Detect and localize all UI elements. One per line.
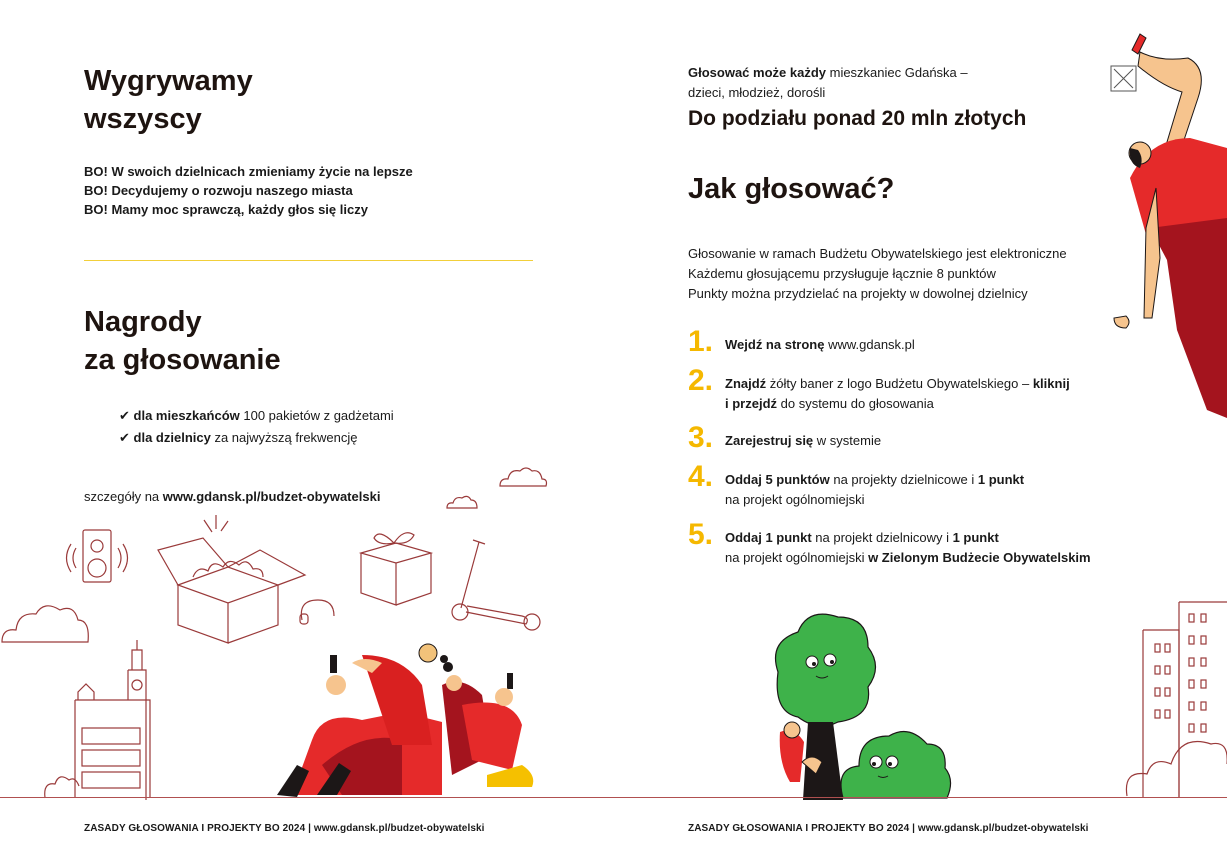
info-line: Każdemu głosującemu przysługuje łącznie 8 punktów xyxy=(688,266,996,281)
intro-bold: Głosować może każdy xyxy=(688,65,826,80)
bo-slogan: BO! Decydujemy o rozwoju naszego miasta xyxy=(84,183,353,198)
prize-rest: 100 pakietów z gadżetami xyxy=(239,408,394,423)
how-title: Jak głosować? xyxy=(688,173,895,205)
check-icon: ✔ xyxy=(119,430,130,445)
section-divider xyxy=(84,260,533,261)
intro-line2: dzieci, młodzież, dorośli xyxy=(688,85,826,100)
details-prefix: szczegóły na xyxy=(84,489,163,504)
step-number: 1. xyxy=(688,325,714,358)
step-text: www.gdansk.pl xyxy=(824,337,915,352)
ground-line xyxy=(0,797,1227,798)
bo-slogan: BO! W swoich dzielnicach zmieniamy życie na lepsze xyxy=(84,164,413,179)
step-bold-2: 1 punkt xyxy=(952,530,999,545)
step-bold-line2: i przejdź xyxy=(725,396,778,411)
prizes-list xyxy=(119,405,394,449)
details-link[interactable]: www.gdansk.pl/budzet-obywatelski xyxy=(162,489,381,504)
prizes-title xyxy=(84,303,281,379)
bo-slogans xyxy=(84,162,413,219)
step-bold: Oddaj 5 punktów xyxy=(725,472,830,487)
step-number: 3. xyxy=(688,421,714,454)
footer-left: ZASADY GŁOSOWANIA I PROJEKTY BO 2024 | www.gdansk.pl/budzet-obywatelski xyxy=(84,823,485,834)
open-box-icon xyxy=(148,515,308,645)
apartment-building-icon xyxy=(1125,600,1227,798)
bo-slogan: BO! Mamy moc sprawczą, każdy głos się liczy xyxy=(84,202,368,217)
step-bold-line2: w Zielonym Budżecie Obywatelskim xyxy=(868,550,1091,565)
prize-rest: za najwyższą frekwencję xyxy=(210,430,358,445)
info-line: Głosowanie w ramach Budżetu Obywatelskiego jest elektroniczne xyxy=(688,246,1067,261)
step-text-line2: na projekt ogólnomiejski xyxy=(725,550,869,565)
prizes-title-line2: za głosowanie xyxy=(84,344,281,376)
prize-bold: dla mieszkańców xyxy=(133,408,240,423)
prizes-title-line1: Nagrody xyxy=(84,306,202,338)
step-bold: Znajdź xyxy=(725,376,767,391)
step-text-line2: do systemu do głosowania xyxy=(777,396,934,411)
left-title-line1: Wygrywamy xyxy=(84,65,253,97)
check-icon: ✔ xyxy=(119,408,130,423)
step-bold-2: kliknij xyxy=(1032,376,1070,391)
headphones-icon xyxy=(298,596,338,626)
cloud-icon xyxy=(445,494,479,510)
amount-heading: Do podziału ponad 20 mln złotych xyxy=(688,107,1027,130)
gift-box-icon xyxy=(356,528,436,608)
step-bold: Wejdź na stronę xyxy=(725,337,825,352)
step-number: 2. xyxy=(688,364,714,397)
left-title xyxy=(84,62,253,138)
step-bold-2: 1 punkt xyxy=(977,472,1025,487)
step-bold: Zarejestruj się xyxy=(725,433,814,448)
info-lines xyxy=(688,244,1067,304)
step-text: żółty baner z logo Budżetu Obywatelskiego – xyxy=(766,376,1033,391)
prize-item xyxy=(119,427,394,449)
hanging-man-illustration xyxy=(1110,28,1227,418)
step-text: w systemie xyxy=(813,433,882,448)
step-number: 4. xyxy=(688,460,714,493)
prize-item xyxy=(119,405,394,427)
footer-right: ZASADY GŁOSOWANIA I PROJEKTY BO 2024 | www.gdansk.pl/budzet-obywatelski xyxy=(688,823,1089,834)
city-hall-icon xyxy=(40,640,170,798)
info-line: Punkty można przydzielać na projekty w dowolnej dzielnicy xyxy=(688,286,1028,301)
step-text: na projekty dzielnicowe i xyxy=(829,472,978,487)
speaker-icon xyxy=(68,528,128,588)
bush-mascot-icon xyxy=(838,726,950,798)
intro-rest: mieszkaniec Gdańska – xyxy=(826,65,968,80)
people-on-phones-illustration xyxy=(262,645,552,800)
scooter-icon xyxy=(448,538,548,638)
intro xyxy=(688,63,968,103)
left-title-line2: wszyscy xyxy=(84,103,202,135)
step-bold: Oddaj 1 punkt xyxy=(725,530,812,545)
step-text: na projekt dzielnicowy i xyxy=(811,530,953,545)
step-text-line2: na projekt ogólnomiejski xyxy=(725,492,865,507)
step-number: 5. xyxy=(688,518,714,551)
cloud-icon xyxy=(498,466,548,490)
prize-bold: dla dzielnicy xyxy=(133,430,211,445)
details-line xyxy=(84,487,380,507)
